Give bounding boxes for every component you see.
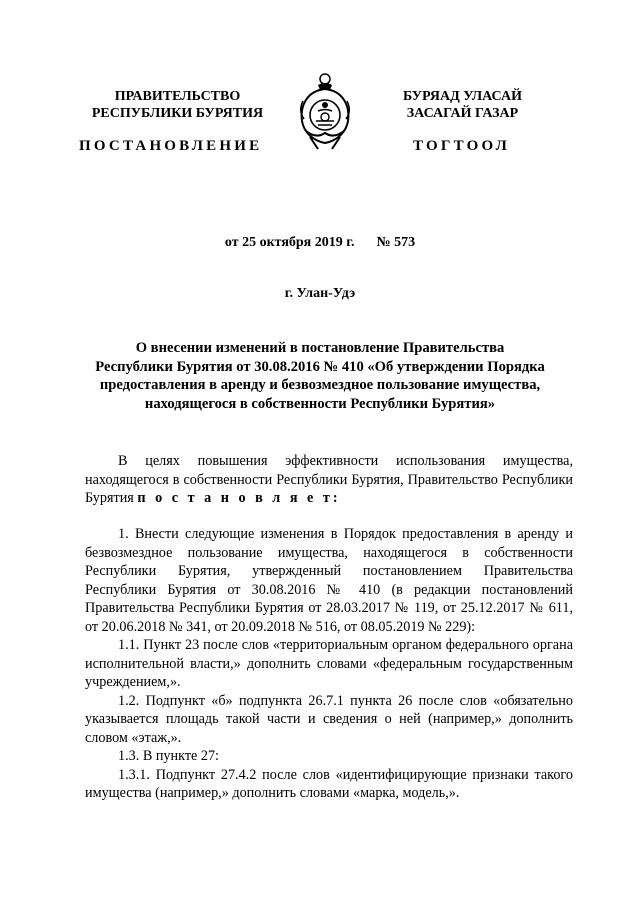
government-name-ru-line2: РЕСПУБЛИКИ БУРЯТИЯ xyxy=(91,106,264,121)
decree-date: от 25 октября 2019 г. xyxy=(224,235,355,250)
decree-dateline xyxy=(0,235,640,251)
decree-title-line: О внесении изменений в постановление Правительства xyxy=(135,340,505,356)
coat-of-arms-icon xyxy=(296,71,354,151)
decree-body xyxy=(85,525,573,803)
decree-number: № 573 xyxy=(376,235,416,250)
decree-title xyxy=(70,339,570,413)
government-name-ru-line1: ПРАВИТЕЛЬСТВО xyxy=(114,89,241,104)
paragraph: 1.3.1. Подпункт 27.4.2 после слов «идентифицирующие признаки такого имущества (например,» дополнить словами «марка, модель,». xyxy=(85,766,573,801)
preamble-text: В целях повышения эффективности использования имущества, находящегося в собственности Республики Бурятия, Правительство Республики Бурятия xyxy=(85,453,573,506)
decree-preamble xyxy=(85,452,573,508)
decree-type-ru: ПОСТАНОВЛЕНИЕ xyxy=(79,138,263,154)
government-name-bua-line1: БУРЯАД УЛАСАЙ xyxy=(403,89,522,104)
decree-title-line: предоставления в аренду и безвозмездное пользование имущества, xyxy=(99,377,541,394)
government-name-bua-line2: ЗАСАГАЙ ГАЗАР xyxy=(406,106,519,121)
government-name-bua xyxy=(370,88,555,122)
paragraph: 1. Внести следующие изменения в Порядок предоставления в аренду и безвозмездное пользование имущества, находящегося в собственности Республики Бурятия, утвержденный постановлением Правительства Республики Бурятия от 30.08.2016 № 410 (в редакции постановлений Правительства Республики Бурятия от 28.03.2017 № 119, от 25.12.2017 № 611, от 20.06.2018 № 341, от 20.09.2018 № 516, от 08.05.2019 № 229): xyxy=(85,526,573,635)
paragraph: 1.2. Подпункт «б» подпункта 26.7.1 пункта 26 после слов «обязательно указывается площадь такой части и сведения о ней (например,» дополнить словом «этаж,». xyxy=(85,692,573,746)
decree-city: г. Улан-Удэ xyxy=(284,286,356,301)
decree-type-bua: ТОГТООЛ xyxy=(413,138,510,154)
decree-title-line: Республики Бурятия от 30.08.2016 № 410 «Об утверждении Порядка xyxy=(95,358,545,375)
paragraph: 1.1. Пункт 23 после слов «территориальным органом федерального органа исполнительной власти,» дополнить словами «федеральным государственным учреждением,». xyxy=(85,637,573,690)
preamble-resolves: п о с т а н о в л я е т: xyxy=(137,490,341,506)
decree-title-line: находящегося в собственности Республики Бурятия» xyxy=(144,395,496,412)
government-name-ru xyxy=(70,88,285,122)
paragraph: 1.3. В пункте 27: xyxy=(118,748,219,764)
